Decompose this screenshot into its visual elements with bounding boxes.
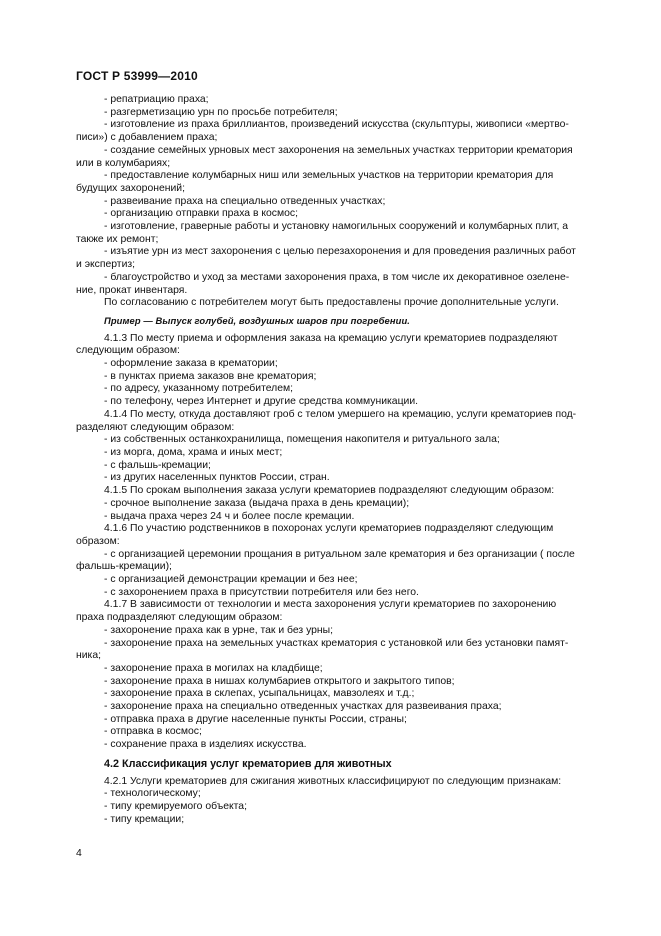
document-header: ГОСТ Р 53999—2010 [76, 69, 198, 83]
page-number: 4 [76, 848, 82, 859]
list-item: - изготовление из праха бриллиантов, произведений искусства (скульптуры, живописи «мертво- [104, 119, 569, 131]
list-item: - в пунктах приема заказов вне крематория; [104, 370, 317, 382]
list-item-continuation: ние, прокат инвентаря. [76, 284, 188, 296]
list-item: - типу кремируемого объекта; [104, 800, 247, 812]
section-4-2-1: 4.2.1 Услуги крематориев для сжигания животных классифицируют по следующим признакам: [104, 775, 562, 787]
section-4-1-4-continuation: разделяют следующим образом: [76, 421, 235, 433]
list-item: - с организацией демонстрации кремации и без нее; [104, 574, 358, 586]
list-item: - захоронение праха в нишах колумбариев открытого и закрытого типов; [104, 675, 455, 687]
list-item: - захоронение праха на земельных участках крематория с установкой или без установки памят- [104, 637, 569, 649]
list-item: - отправка праха в другие населенные пункты России, страны; [104, 713, 407, 725]
list-item-continuation: и экспертиз; [76, 259, 136, 271]
list-item: - выдача праха через 24 ч и более после кремации. [104, 510, 355, 522]
list-item: - захоронение праха на специально отведенных участках для развеивания праха; [104, 701, 502, 713]
list-item: - из других населенных пунктов России, стран. [104, 472, 330, 484]
section-heading-4-2: 4.2 Классификация услуг крематориев для животных [104, 757, 392, 770]
list-item: - с захоронением праха в присутствии потребителя или без него. [104, 586, 419, 598]
list-item: - сохранение праха в изделиях искусства. [104, 739, 307, 751]
list-item: - по адресу, указанному потребителем; [104, 383, 294, 395]
list-item: - из собственных останкохранилища, помещения накопителя и ритуального зала; [104, 434, 500, 446]
list-item: - захоронение праха как в урне, так и без урны; [104, 624, 334, 636]
example-note: Пример — Выпуск голубей, воздушных шаров при погребении. [104, 314, 410, 326]
list-item-continuation: или в колумбариях; [76, 157, 171, 169]
paragraph-agreement: По согласованию с потребителем могут быть предоставлены прочие дополнительные услуги. [104, 297, 559, 309]
list-item: - развеивание праха на специально отведенных участках; [104, 195, 386, 207]
section-4-1-5: 4.1.5 По срокам выполнения заказа услуги крематориев подразделяют следующим образом: [104, 485, 555, 497]
list-item: - изъятие урн из мест захоронения с целью перезахоронения и для проведения различных работ [104, 246, 576, 258]
section-4-1-3: 4.1.3 По месту приема и оформления заказа на кремацию услуги крематориев подразделяют [104, 332, 558, 344]
list-item: - технологическому; [104, 788, 201, 800]
list-item-continuation: будущих захоронений; [76, 182, 185, 194]
list-item: - отправка в космос; [104, 726, 202, 738]
list-item: - типу кремации; [104, 813, 185, 825]
list-item-continuation: фальшь-кремации); [76, 561, 172, 573]
list-item: - срочное выполнение заказа (выдача праха в день кремации); [104, 497, 410, 509]
section-4-1-6-continuation: образом: [76, 535, 120, 547]
list-item: - репатриацию праха; [104, 94, 209, 105]
section-4-1-7-continuation: праха подразделяют следующим образом: [76, 612, 283, 624]
list-item: - захоронение праха в склепах, усыпальницах, мавзолеях и т.д.; [104, 688, 415, 700]
list-item: - разгерметизацию урн по просьбе потребителя; [104, 106, 338, 118]
section-4-1-3-continuation: следующим образом: [76, 345, 180, 357]
list-item: - из морга, дома, храма и иных мест; [104, 446, 283, 458]
page-body [76, 94, 598, 826]
list-item: - оформление заказа в крематории; [104, 358, 278, 370]
section-4-1-4: 4.1.4 По месту, откуда доставляют гроб с телом умершего на кремацию, услуги крематориев под- [104, 408, 577, 420]
list-item: - с организацией церемонии прощания в ритуальном зале крематория и без организации ( после [104, 548, 575, 560]
list-item: - изготовление, граверные работы и установку намогильных сооружений и колумбарных плит, а [104, 221, 569, 233]
section-4-1-6: 4.1.6 По участию родственников в похоронах услуги крематориев подразделяют следующим [104, 523, 554, 535]
list-item: - с фальшь-кремации; [104, 459, 211, 471]
list-item: - по телефону, через Интернет и другие средства коммуникации. [104, 396, 419, 408]
list-item: - захоронение праха в могилах на кладбище; [104, 662, 323, 674]
list-item: - благоустройство и уход за местами захоронения праха, в том числе их декоративное озелене- [104, 271, 570, 283]
list-item: - предоставление колумбарных ниш или земельных участков на территории крематория для [104, 170, 554, 182]
list-item: - создание семейных урновых мест захоронения на земельных участках территории крематория [104, 144, 573, 156]
section-4-1-7: 4.1.7 В зависимости от технологии и места захоронения услуги крематориев по захоронению [104, 599, 557, 611]
list-item: - организацию отправки праха в космос; [104, 208, 298, 220]
list-item-continuation: ника; [76, 650, 101, 662]
list-item-continuation: писи») с добавлением праха; [76, 132, 218, 144]
list-item-continuation: также их ремонт; [76, 233, 159, 245]
